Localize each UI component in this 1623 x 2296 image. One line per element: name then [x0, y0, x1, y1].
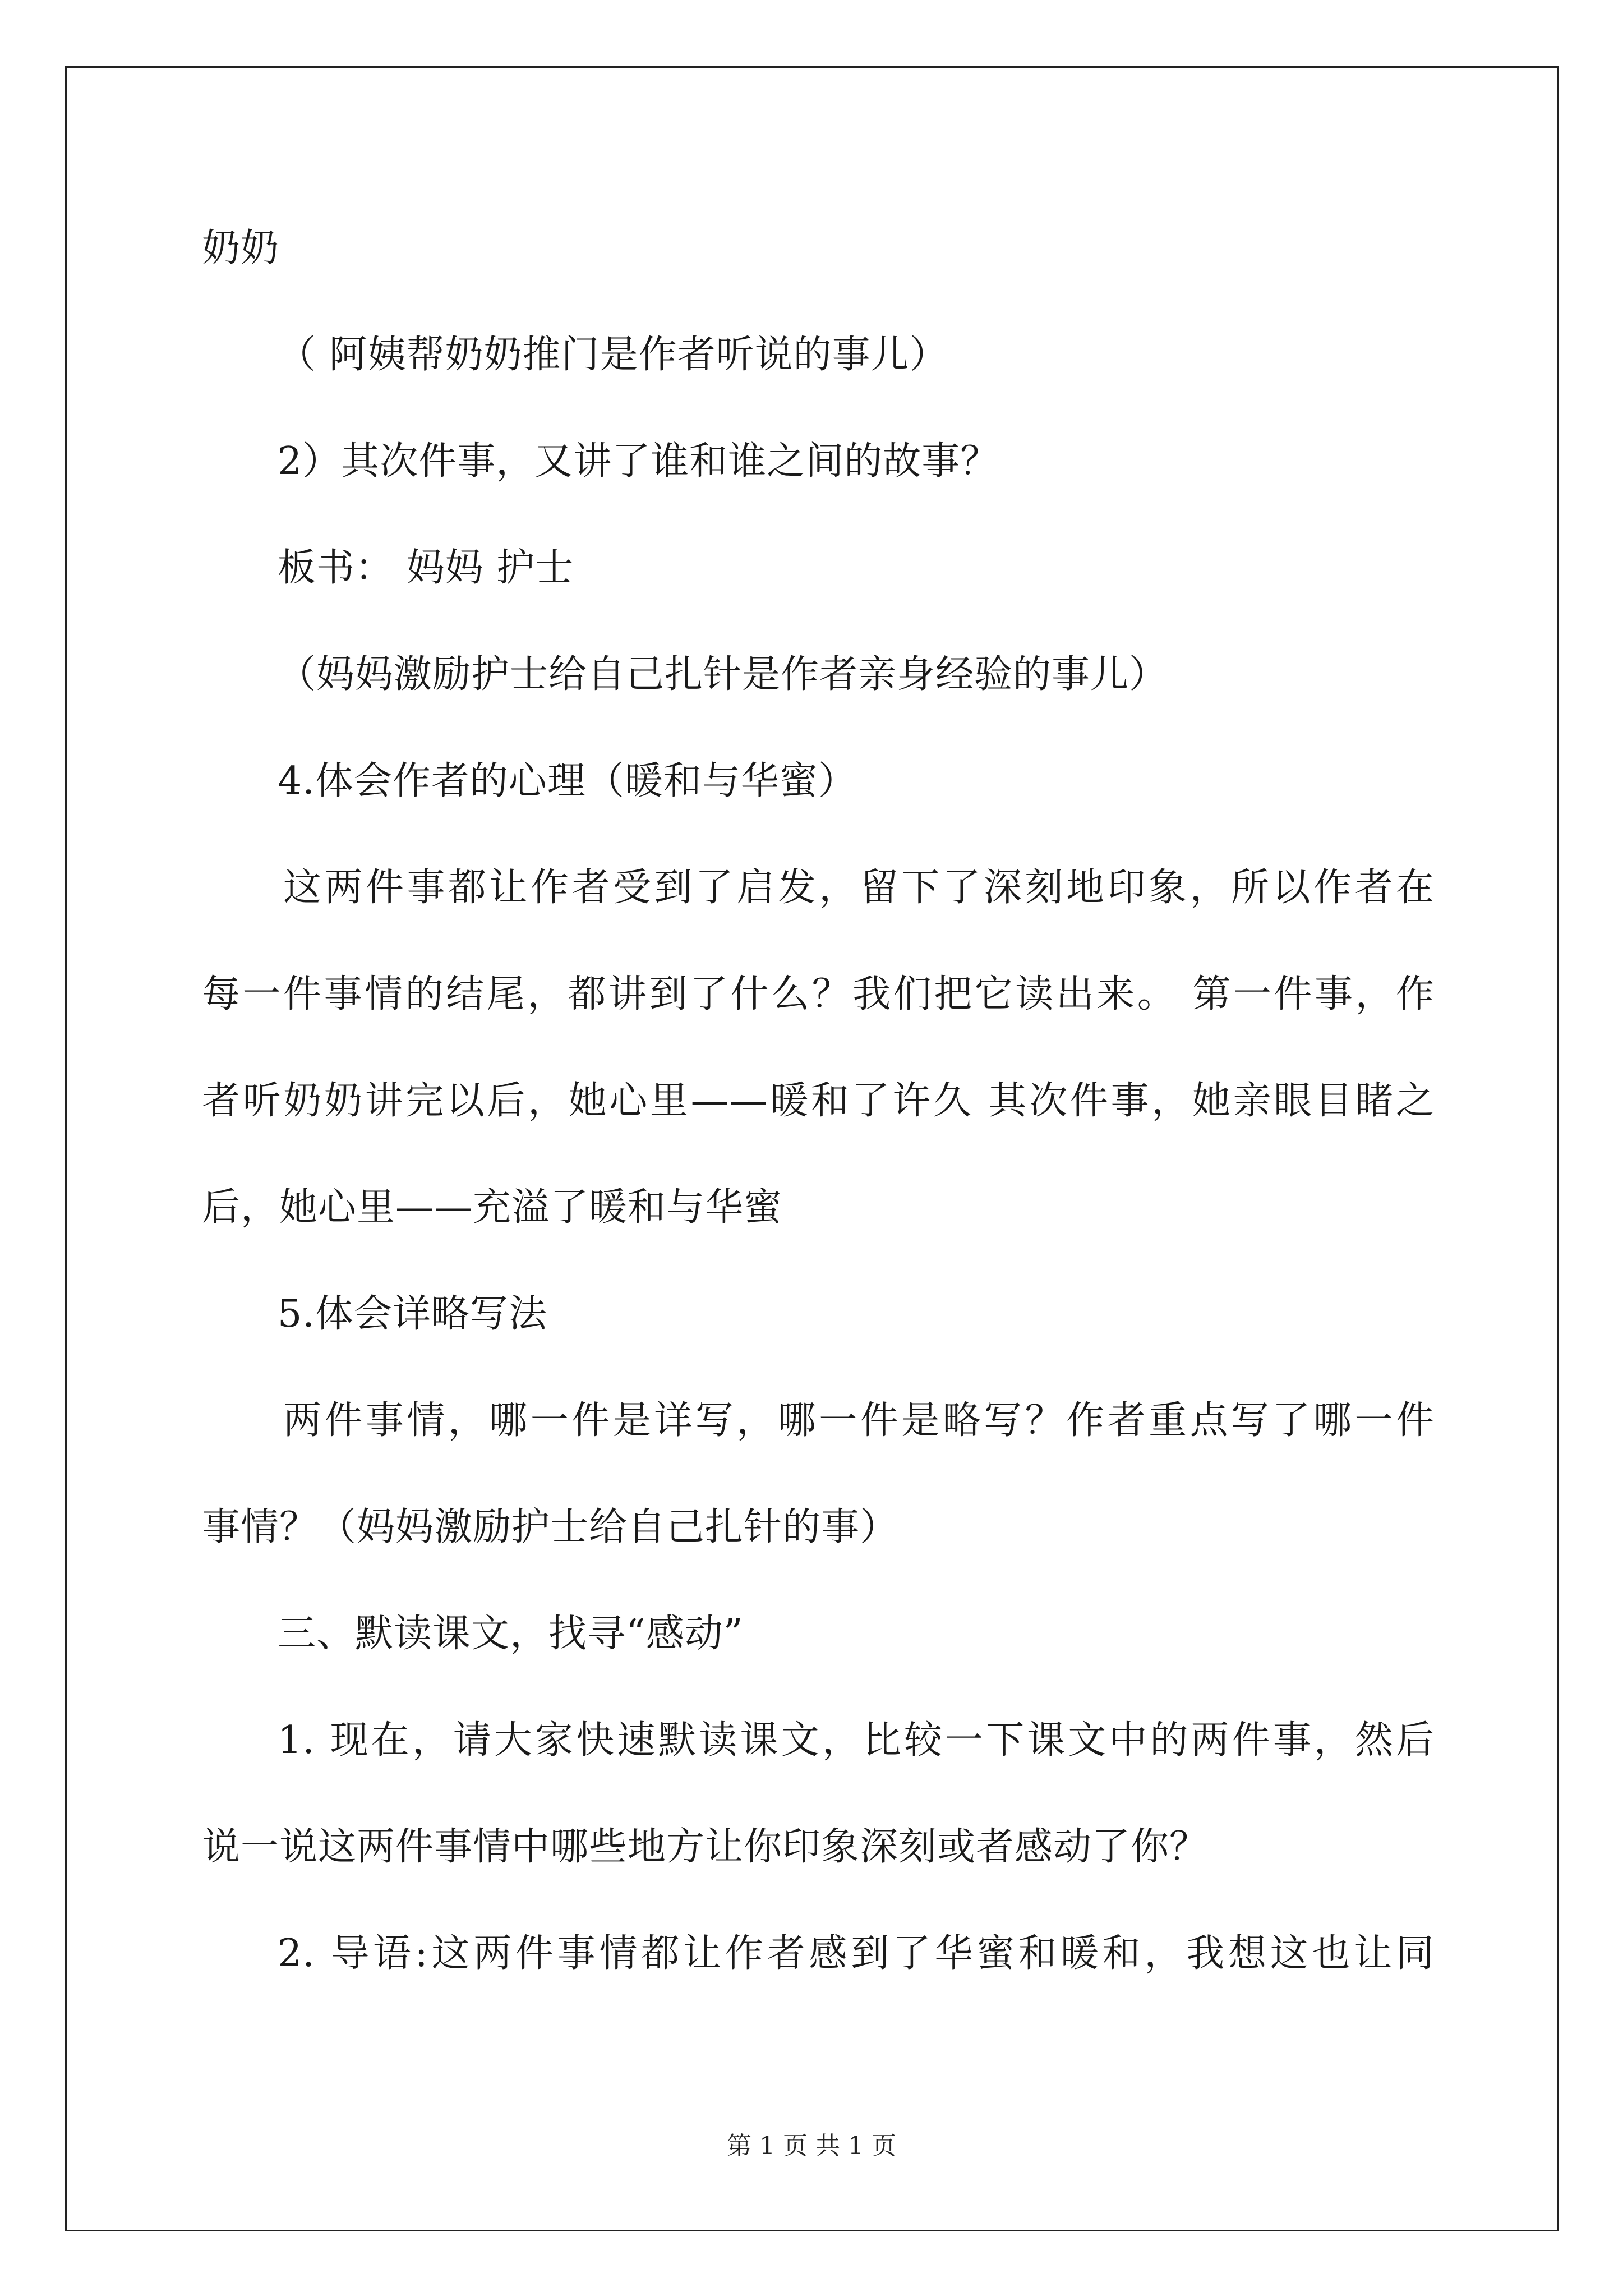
text-line-11: 5.体会详略写法 — [278, 1292, 547, 1336]
text-line-14: 三、默读课文，找寻“感动” — [278, 1612, 744, 1656]
text-line-3: 2）其次件事，又讲了谁和谁之间的故事？ — [278, 439, 999, 484]
text-line-7: 这两件事都让作者受到了启发，留下了深刻地印象，所以作者在 — [283, 866, 1435, 910]
text-line-17: 2. 导语:这两件事情都让作者感到了华蜜和暖和，我想这也让同 — [278, 1931, 1435, 1976]
text-line-16: 说一说这两件事情中哪些地方让你印象深刻或者感动了你？ — [202, 1825, 1209, 1869]
text-line-5: （妈妈激励护士给自己扎针是作者亲身经验的事儿） — [278, 652, 1168, 697]
text-line-10: 后，她心里——充溢了暖和与华蜜 — [202, 1185, 783, 1230]
text-line-4: 板书： 妈妈 护士 — [278, 546, 574, 590]
text-line-12: 两件事情，哪一件是详写，哪一件是略写？作者重点写了哪一件 — [283, 1398, 1435, 1443]
text-line-9: 者听奶奶讲完以后，她心里——暖和了许久 其次件事，她亲眼目睹之 — [202, 1079, 1435, 1123]
text-line-6: 4.体会作者的心理（暖和与华蜜） — [278, 759, 857, 803]
page-footer: 第 1 页 共 1 页 — [727, 2132, 896, 2160]
page-frame — [65, 66, 1559, 2231]
text-line-8: 每一件事情的结尾，都讲到了什么？我们把它读出来。 第一件事，作 — [202, 972, 1435, 1016]
text-line-2: （ 阿姨帮奶奶推门是作者听说的事儿） — [278, 333, 948, 377]
text-line-13: 事情？（妈妈激励护士给自己扎针的事） — [202, 1505, 899, 1549]
text-line-1: 奶奶 — [202, 226, 280, 270]
text-line-15: 1. 现在，请大家快速默读课文，比较一下课文中的两件事，然后 — [278, 1718, 1435, 1763]
